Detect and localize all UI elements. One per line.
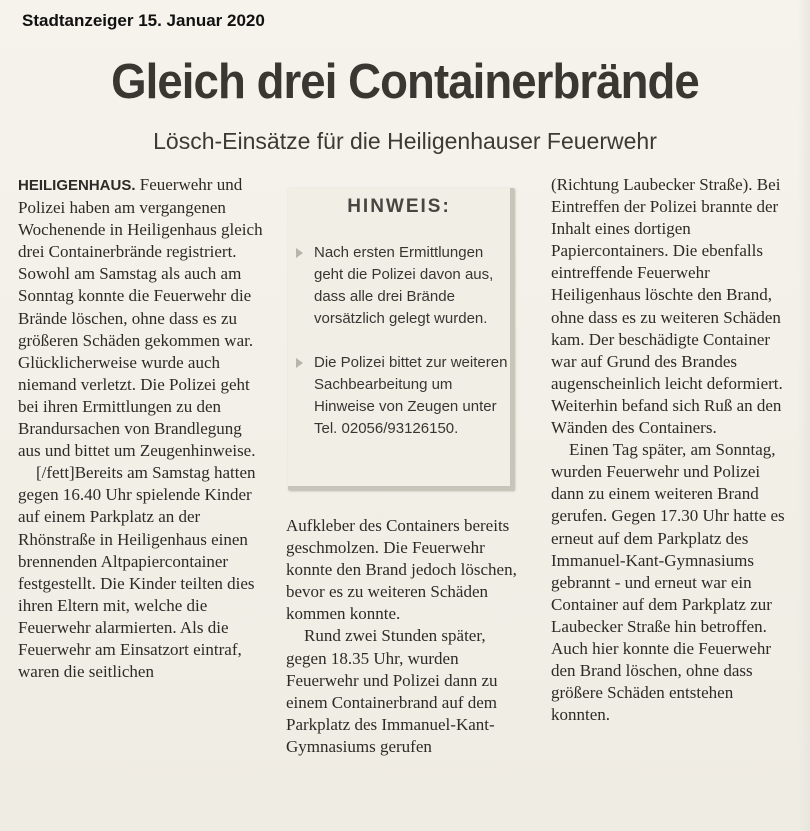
paragraph-2: [/fett]Bereits am Samstag hatten gegen 16.40 Uhr spielende Kinder auf einem Parkplatz an der Rhönstraße in Heiligenhaus einen brennenden Altpapiercontainer festgestellt. Die Kinder teilten dies ihren Eltern mit, welche die Feuerwehr alarmierten. Als die Feuerwehr am Einsatzort eintraf, waren die seitlichen	[18, 463, 256, 682]
paragraph-3: Aufkleber des Containers bereits geschmolzen. Die Feuerwehr konnte den Brand jedoch löschen, bevor es zu weiteren Schäden kommen konnte.	[286, 516, 517, 624]
triangle-bullet-icon	[296, 248, 303, 258]
page-edge	[798, 0, 810, 831]
paragraph-5: (Richtung Laubecker Straße). Bei Eintreffen der Polizei brannte der Inhalt eines dortigen Papiercontainers. Die ebenfalls eintreffende Feuerwehr Heiligenhaus löschte den Brand, ohne dass es zu weiteren Schäden kam. Der beschädigte Container war auf Grund des Brandes augenscheinlich leicht deformiert. Weiterhin befand sich Ruß an den Wänden des Containers.	[551, 175, 783, 438]
source-line: Stadtanzeiger 15. Januar 2020	[22, 11, 265, 30]
article-column-2	[286, 515, 526, 758]
article-column-1	[18, 174, 266, 683]
dateline: HEILIGENHAUS.	[18, 177, 136, 194]
paragraph-1	[18, 174, 266, 462]
paragraph-6: Einen Tag später, am Sonntag, wurden Feuerwehr und Polizei dann zu einem weiteren Brand gerufen. Gegen 17.30 Uhr hatte es erneut auf dem Parkplatz des Immanuel-Kant-Gymnasiums gebrannt - und erneut war ein Container auf dem Parkplatz zur Laubecker Straße hin betroffen. Auch hier konnte die Feuerwehr den Brand löschen, ohne dass größere Schäden entstehen konnten.	[551, 440, 785, 725]
paragraph-1-text: Feuerwehr und Polizei haben am vergangenen Wochenende in Heiligenhaus gleich drei Containerbrände registriert. Sowohl am Samstag als auch am Sonntag konnte die Feuerwehr die Brände löschen, ohne dass es zu größeren Schäden gekommen war. Glücklicherweise wurde auch niemand verletzt. Die Polizei geht bei ihren Ermittlungen zu den Brandursachen von Brandlegung aus und bittet um Zeugenhinweise.	[18, 175, 263, 461]
subheadline: Lösch-Einsätze für die Heiligenhauser Feuerwehr	[153, 128, 657, 154]
hint-box-title: HINWEIS:	[347, 196, 451, 217]
paragraph-4: Rund zwei Stunden später, gegen 18.35 Uhr, wurden Feuerwehr und Polizei dann zu einem Containerbrand auf dem Parkplatz des Immanuel-Kant-Gymnasiums gerufen	[286, 626, 498, 756]
triangle-bullet-icon	[296, 358, 303, 368]
article-column-3	[551, 174, 796, 726]
hint-box	[288, 188, 514, 490]
hint-item-1-text: Nach ersten Ermittlungen geht die Polizei davon aus, dass alle drei Brände vorsätzlich gelegt wurden.	[314, 244, 494, 327]
hint-item-2	[296, 352, 508, 440]
headline: Gleich drei Containerbrände	[111, 55, 699, 109]
hint-item-1	[296, 242, 508, 330]
hint-item-2-text: Die Polizei bittet zur weiteren Sachbearbeitung um Hinweise von Zeugen unter Tel. 02056/93126150.	[314, 354, 508, 437]
